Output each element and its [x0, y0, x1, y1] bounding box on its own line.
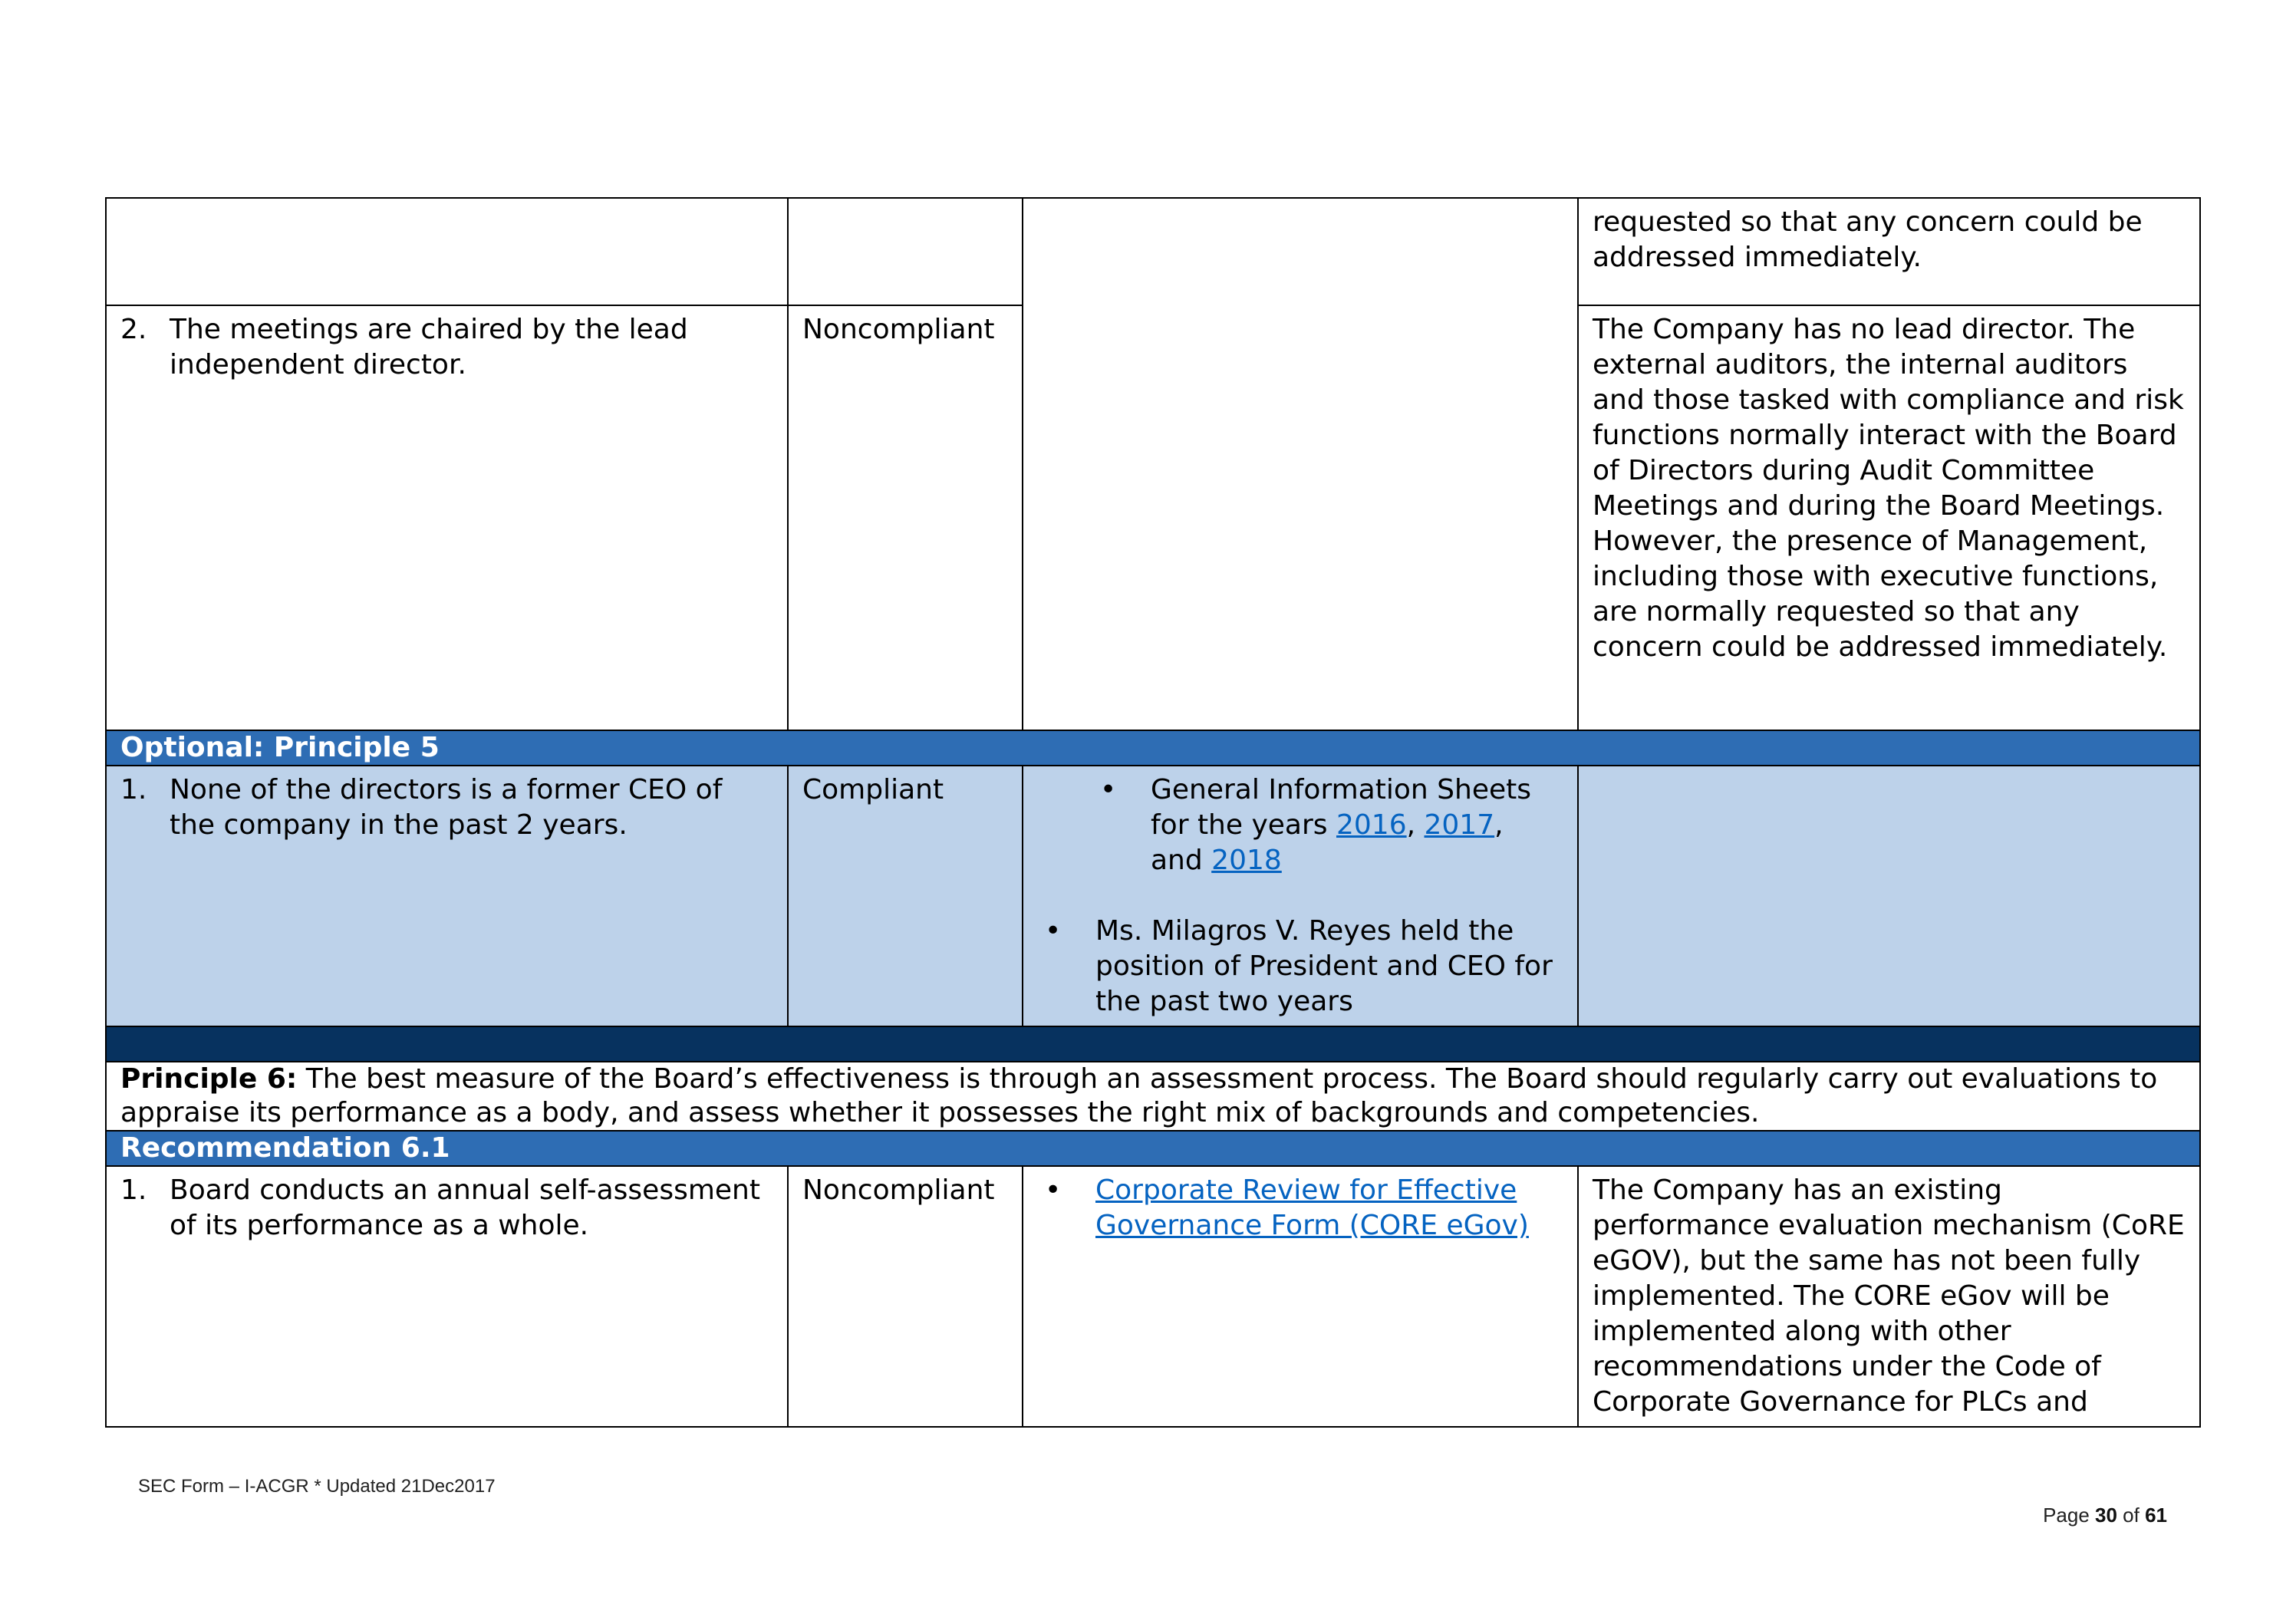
status-cell: Noncompliant	[788, 305, 1023, 730]
item-number: 1.	[120, 1174, 147, 1206]
principle-6-row	[106, 1062, 2200, 1131]
recommendation-cell	[106, 1166, 788, 1427]
list-item: • General Information Sheets for the years 2016, 2017, and 2018	[1037, 772, 1563, 878]
section-divider	[106, 1026, 2200, 1062]
recommendation-text: Board conducts an annual self-assessment of its performance as a whole.	[170, 1174, 760, 1241]
supporting-info-cell	[1023, 1166, 1578, 1427]
recommendation-text: The meetings are chaired by the lead independent director.	[170, 314, 688, 380]
list-item: • Ms. Milagros V. Reyes held the position of President and CEO for the past two years	[1037, 914, 1563, 1020]
recommendation-cell	[106, 305, 788, 730]
status-cell: Compliant	[788, 766, 1023, 1026]
core-egov-link[interactable]: Corporate Review for Effective Governance Form (CORE eGov)	[1095, 1174, 1529, 1241]
page-number: Page 30 of 61	[2043, 1504, 2167, 1527]
item-number: 2.	[120, 314, 147, 345]
supporting-info-cell	[1023, 766, 1578, 1026]
table-row	[106, 198, 2200, 305]
item-number: 1.	[120, 774, 147, 805]
explanation-cell: The Company has no lead director. The external auditors, the internal auditors and those tasked with compliance and risk functions normally interact with the Board of Directors during Audit Committee Meetings and during the Board Meetings. However, the presence of Management, including those with executive functions, are normally requested so that any concern could be addressed immediately.	[1578, 305, 2200, 730]
section-header-optional-principle-5: Optional: Principle 5	[106, 730, 2200, 766]
gis-2018-link[interactable]: 2018	[1211, 845, 1282, 876]
table-row	[106, 766, 2200, 1026]
footer-form-label: SEC Form – I-ACGR * Updated 21Dec2017	[138, 1476, 496, 1497]
explanation-cell	[1578, 766, 2200, 1026]
explanation-cell: The Company has an existing performance evaluation mechanism (CoRE eGOV), but the same has not been fully implemented. The CORE eGov will be implemented along with other recommendations under the Code of Corporate Governance for PLCs and	[1578, 1166, 2200, 1427]
gis-2016-link[interactable]: 2016	[1336, 809, 1407, 841]
list-item	[1037, 1173, 1563, 1244]
principle-label: Principle 6:	[120, 1063, 298, 1095]
recommendation-cell	[106, 198, 788, 305]
supporting-info-cell	[1023, 198, 1578, 730]
table-row	[106, 1166, 2200, 1427]
explanation-cell: requested so that any concern could be addressed immediately.	[1578, 198, 2200, 305]
status-cell: Noncompliant	[788, 1166, 1023, 1427]
section-header-recommendation-6-1: Recommendation 6.1	[106, 1131, 2200, 1166]
recommendation-cell	[106, 766, 788, 1026]
recommendation-text: None of the directors is a former CEO of the company in the past 2 years.	[170, 774, 723, 841]
status-cell	[788, 198, 1023, 305]
principle-text: The best measure of the Board’s effectiveness is through an assessment process. The Board should regularly carry out evaluations to appraise its performance as a body, and assess whether it possesses the right mix of backgrounds and competencies.	[120, 1063, 2158, 1128]
gis-2017-link[interactable]: 2017	[1424, 809, 1495, 841]
compliance-table	[105, 197, 2201, 1428]
